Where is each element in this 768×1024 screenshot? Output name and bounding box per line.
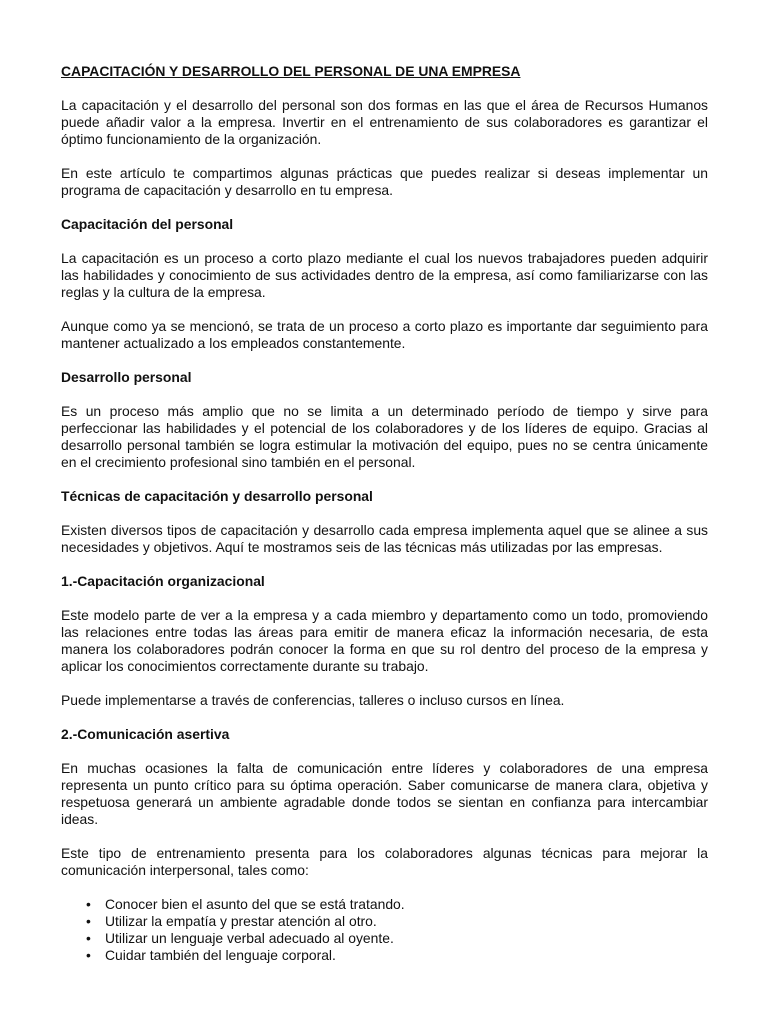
bullet-icon: • — [86, 896, 91, 912]
section-paragraph: Este tipo de entrenamiento presenta para los colaboradores algunas técnicas para mejorar la comunicación interpersonal, tales como: — [61, 845, 708, 878]
list-item-text: Utilizar la empatía y prestar atención al otro. — [105, 913, 377, 929]
list-item — [61, 913, 708, 930]
section-paragraph: Puede implementarse a través de conferencias, talleres o incluso cursos en línea. — [61, 692, 565, 708]
bullet-icon: • — [86, 930, 91, 946]
list-item — [61, 947, 708, 964]
list-item — [61, 930, 708, 947]
list-item-text: Utilizar un lenguaje verbal adecuado al oyente. — [105, 930, 394, 946]
bullet-icon: • — [86, 913, 91, 929]
section-paragraph: Existen diversos tipos de capacitación y desarrollo cada empresa implementa aquel que se alinee a sus necesidades y objetivos. Aquí te mostramos seis de las técnicas más utilizadas por las empresas. — [61, 522, 708, 555]
intro-paragraph-2: En este artículo te compartimos algunas prácticas que puedes realizar si deseas implementar un programa de capacitación y desarrollo en tu empresa. — [61, 165, 708, 198]
list-item-text: Cuidar también del lenguaje corporal. — [105, 947, 336, 963]
section-paragraph: La capacitación es un proceso a corto plazo mediante el cual los nuevos trabajadores pueden adquirir las habilidades y conocimiento de sus actividades dentro de la empresa, así como familiarizarse con las reglas y la cultura de la empresa. — [61, 250, 708, 300]
bullet-icon: • — [86, 947, 91, 963]
bullet-list — [61, 896, 708, 964]
section-paragraph: Este modelo parte de ver a la empresa y a cada miembro y departamento como un todo, promoviendo las relaciones entre todas las áreas para emitir de manera eficaz la información necesaria, de esta manera los colaboradores podrán conocer la forma en que su rol dentro del proceso de la empresa y aplicar los conocimientos correctamente durante su trabajo. — [61, 607, 708, 674]
document-title: CAPACITACIÓN Y DESARROLLO DEL PERSONAL DE UNA EMPRESA — [61, 63, 521, 79]
section-heading-desarrollo-personal: Desarrollo personal — [61, 369, 192, 385]
section-heading-tecnicas: Técnicas de capacitación y desarrollo personal — [61, 488, 373, 504]
document-page — [61, 63, 708, 964]
section-heading-comunicacion-asertiva: 2.-Comunicación asertiva — [61, 726, 230, 742]
list-item — [61, 896, 708, 913]
section-paragraph: Aunque como ya se mencionó, se trata de un proceso a corto plazo es importante dar seguimiento para mantener actualizado a los empleados constantemente. — [61, 318, 708, 351]
section-paragraph: Es un proceso más amplio que no se limita a un determinado período de tiempo y sirve para perfeccionar las habilidades y el potencial de los colaboradores y de los líderes de equipo. Gracias al desarrollo personal también se logra estimular la motivación del equipo, pues no se centra únicamente en el crecimiento profesional sino también en el personal. — [61, 403, 708, 470]
intro-paragraph-1: La capacitación y el desarrollo del personal son dos formas en las que el área de Recursos Humanos puede añadir valor a la empresa. Invertir en el entrenamiento de sus colaboradores es garantizar el óptimo funcionamiento de la organización. — [61, 97, 708, 147]
section-heading-capacitacion-organizacional: 1.-Capacitación organizacional — [61, 573, 265, 589]
list-item-text: Conocer bien el asunto del que se está tratando. — [105, 896, 405, 912]
section-heading-capacitacion-personal: Capacitación del personal — [61, 216, 234, 232]
section-paragraph: En muchas ocasiones la falta de comunicación entre líderes y colaboradores de una empresa representa un punto crítico para su óptima operación. Saber comunicarse de manera clara, objetiva y respetuosa generará un ambiente agradable donde todos se sientan en confianza para intercambiar ideas. — [61, 760, 708, 827]
